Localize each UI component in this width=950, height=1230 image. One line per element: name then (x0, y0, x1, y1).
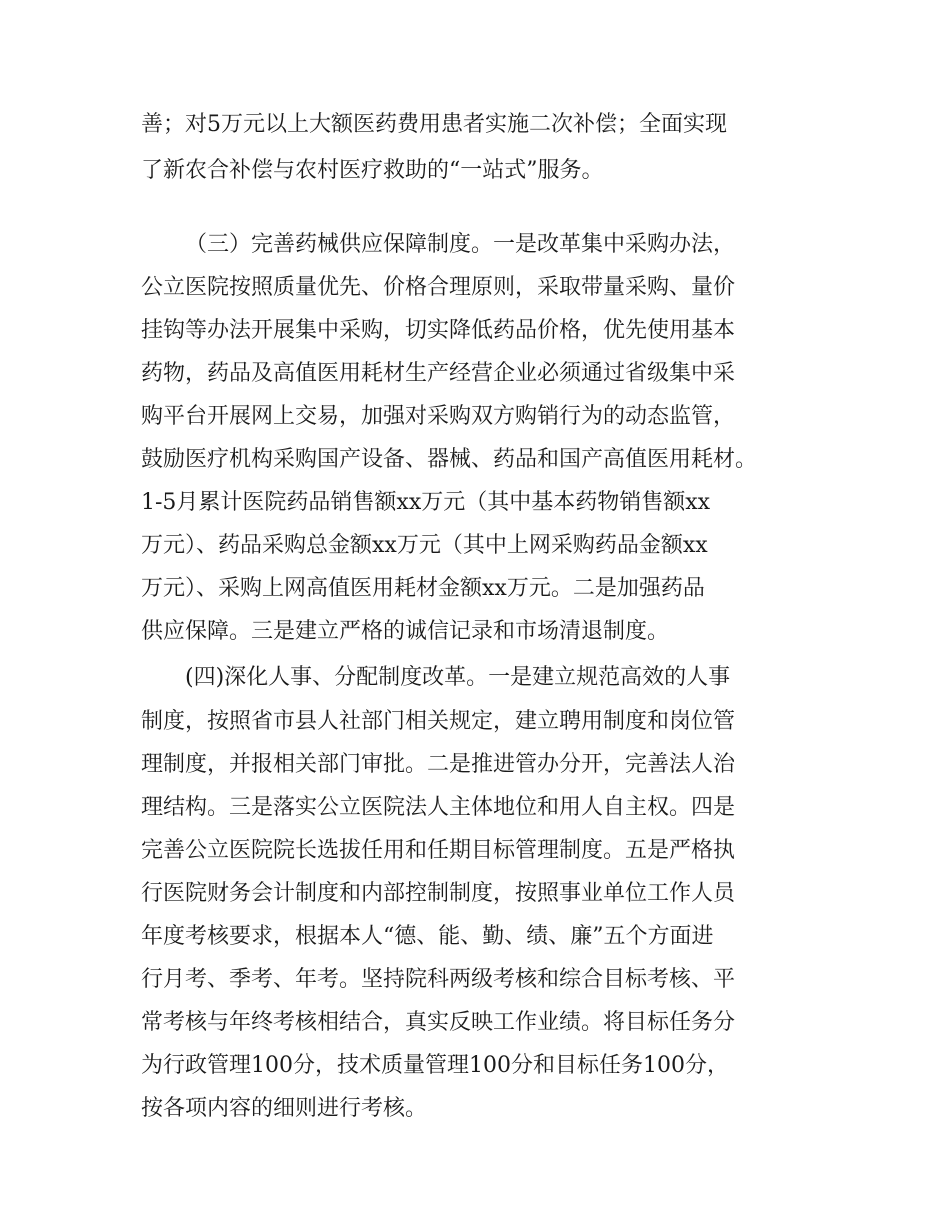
paragraph-heading-line: （三）完善药械供应保障制度。一是改革集中采购办法， (185, 232, 736, 257)
text-line: 理制度，并报相关部门审批。二是推进管办分开，完善法人治 (141, 752, 736, 777)
text-line: 理结构。三是落实公立医院法人主体地位和用人自主权。四是 (141, 795, 736, 820)
text-line: 为行政管理100分，技术质量管理100分和目标任务100分， (141, 1053, 729, 1078)
text-line: 鼓励医疗机构采购国产设备、器械、药品和国产高值医用耗材。 (141, 447, 758, 472)
text-line: 制度，按照省市县人社部门相关规定，建立聘用制度和岗位管 (141, 709, 736, 734)
text-line: 常考核与年终考核相结合，真实反映工作业绩。将目标任务分 (141, 1010, 736, 1035)
paragraph-heading-line: (四)深化人事、分配制度改革。一是建立规范高效的人事 (185, 665, 731, 690)
text-line: 购平台开展网上交易，加强对采购双方购销行为的动态监管， (141, 404, 736, 429)
text-line: 药物，药品及高值医用耗材生产经营企业必须通过省级集中采 (141, 361, 736, 386)
text-line: 善；对5万元以上大额医药费用患者实施二次补偿；全面实现 (141, 112, 727, 137)
text-line: 1-5月累计医院药品销售额xx万元（其中基本药物销售额xx (141, 490, 711, 515)
text-line: 万元）、采购上网高值医用耗材金额xx万元。二是加强药品 (141, 576, 705, 601)
text-line: 完善公立医院院长选拔任用和任期目标管理制度。五是严格执 (141, 838, 736, 863)
text-line: 按各项内容的细则进行考核。 (141, 1096, 428, 1121)
text-line: 行月考、季考、年考。坚持院科两级考核和综合目标考核、平 (141, 967, 736, 992)
text-line: 万元）、药品采购总金额xx万元（其中上网采购药品金额xx (141, 533, 708, 558)
text-line: 公立医院按照质量优先、价格合理原则，采取带量采购、量价 (141, 275, 736, 300)
text-line: 年度考核要求，根据本人“德、能、勤、绩、廉”五个方面进 (141, 924, 714, 949)
text-line: 挂钩等办法开展集中采购，切实降低药品价格，优先使用基本 (141, 318, 736, 343)
text-line: 供应保障。三是建立严格的诚信记录和市场清退制度。 (141, 619, 670, 644)
text-line: 了新农合补偿与农村医疗救助的“一站式”服务。 (141, 158, 604, 183)
text-line: 行医院财务会计制度和内部控制制度，按照事业单位工作人员 (141, 881, 736, 906)
